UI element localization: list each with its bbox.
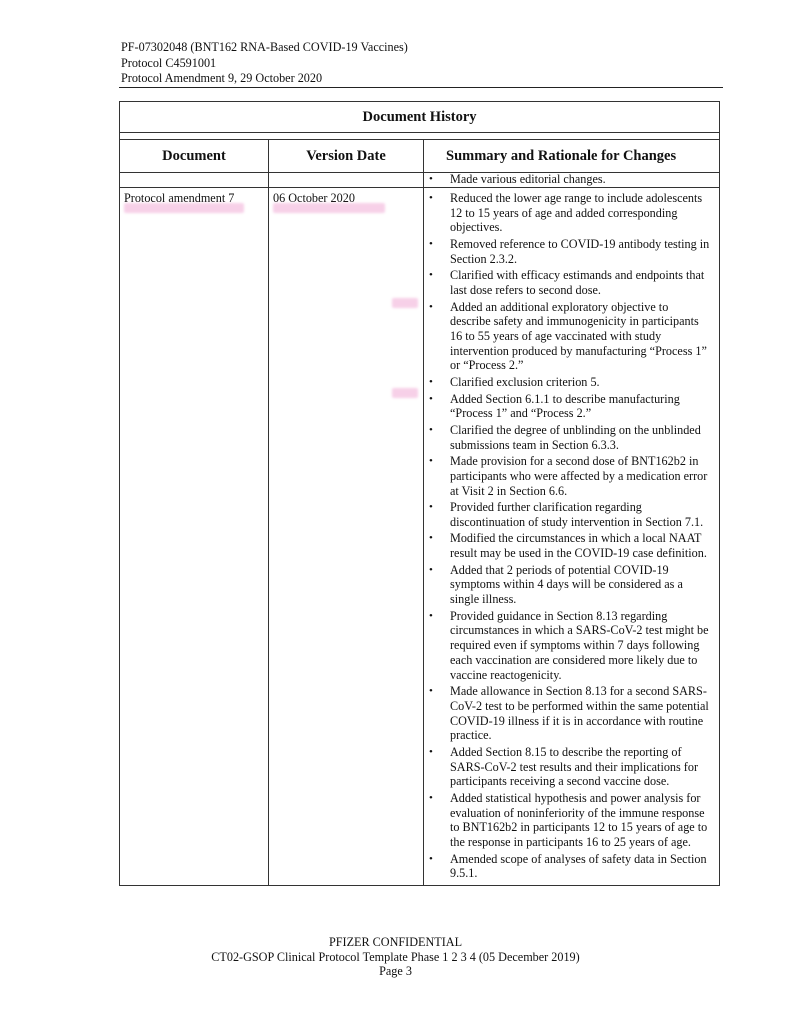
header-product: PF-07302048 (BNT162 RNA-Based COVID-19 Vaccines) [121,40,408,54]
redaction-mark [392,388,418,398]
header-protocol: Protocol C4591001 [121,55,217,70]
continued-date-cell [269,173,424,188]
continued-bullets [424,173,719,187]
list-item: • Clarified with efficacy estimands and endpoints that last dose refers to second dose. [424,268,719,297]
header-amendment: Protocol Amendment 9, 29 October 2020 [121,71,323,85]
list-item: • Added statistical hypothesis and power analysis for evaluation of noninferiority of the immune response to BNT162b2 in participants 12 to 15 years of age to the response in participants 16 to 25 years of age. [424,791,719,850]
page-footer [0,935,791,979]
changes-list [424,191,719,881]
table-row [120,188,720,886]
changes-cell [424,188,720,886]
footer-confidential: PFIZER CONFIDENTIAL [328,935,463,949]
list-item: • Provided further clarification regarding discontinuation of study intervention in Section 7.1. [424,500,719,529]
document-cell: Protocol amendment 7 [120,188,269,886]
column-header-version-date: Version Date [269,140,424,173]
document-history-table [119,101,720,886]
continued-document-cell [120,173,269,188]
list-item: • Modified the circumstances in which a local NAAT result may be used in the COVID-19 case definition. [424,531,719,560]
redaction-mark [124,203,244,213]
list-item: • Made various editorial changes. [424,173,719,187]
version-date-cell: 06 October 2020 [269,188,424,886]
list-item: • Added that 2 periods of potential COVID-19 symptoms within 4 days will be considered as a single illness. [424,563,719,607]
list-item: • Added an additional exploratory objective to describe safety and immunogenicity in participants 16 to 55 years of age vaccinated with study intervention produced by manufacturing “Process 1” or “Process 2.” [424,300,719,374]
column-header-document: Document [120,140,269,173]
list-item: • Added Section 6.1.1 to describe manufacturing “Process 1” and “Process 2.” [424,392,719,421]
redaction-mark [392,298,418,308]
list-item: • Clarified exclusion criterion 5. [424,375,719,390]
list-item: • Provided guidance in Section 8.13 regarding circumstances in which a SARS-CoV-2 test might be required even if symptoms within 7 days following each vaccination are considered more likely due to vaccine reactogenicity. [424,609,719,683]
list-item: • Clarified the degree of unblinding on the unblinded submissions team in Section 6.3.3. [424,423,719,452]
caption-spacer [120,133,720,140]
redaction-mark [273,203,385,213]
list-item: • Removed reference to COVID-19 antibody testing in Section 2.3.2. [424,237,719,266]
list-item: • Reduced the lower age range to include adolescents 12 to 15 years of age and added corresponding objectives. [424,191,719,235]
page-header [121,40,721,87]
list-item: • Added Section 8.15 to describe the reporting of SARS-CoV-2 test results and their implications for participants receiving a second vaccine dose. [424,745,719,789]
list-item: • Made allowance in Section 8.13 for a second SARS-CoV-2 test to be performed within the same potential COVID-19 illness if it is in accordance with routine practice. [424,684,719,743]
list-item: • Made provision for a second dose of BNT162b2 in participants who were affected by a medication error at Visit 2 in Section 6.6. [424,454,719,498]
list-item: • Amended scope of analyses of safety data in Section 9.5.1. [424,852,719,881]
page-number: Page 3 [379,964,412,978]
continued-summary-cell [424,173,720,188]
table-caption: Document History [120,102,720,133]
column-header-summary: Summary and Rationale for Changes [424,140,720,173]
header-divider [119,87,723,88]
footer-template: CT02-GSOP Clinical Protocol Template Phase 1 2 3 4 (05 December 2019) [211,949,580,964]
